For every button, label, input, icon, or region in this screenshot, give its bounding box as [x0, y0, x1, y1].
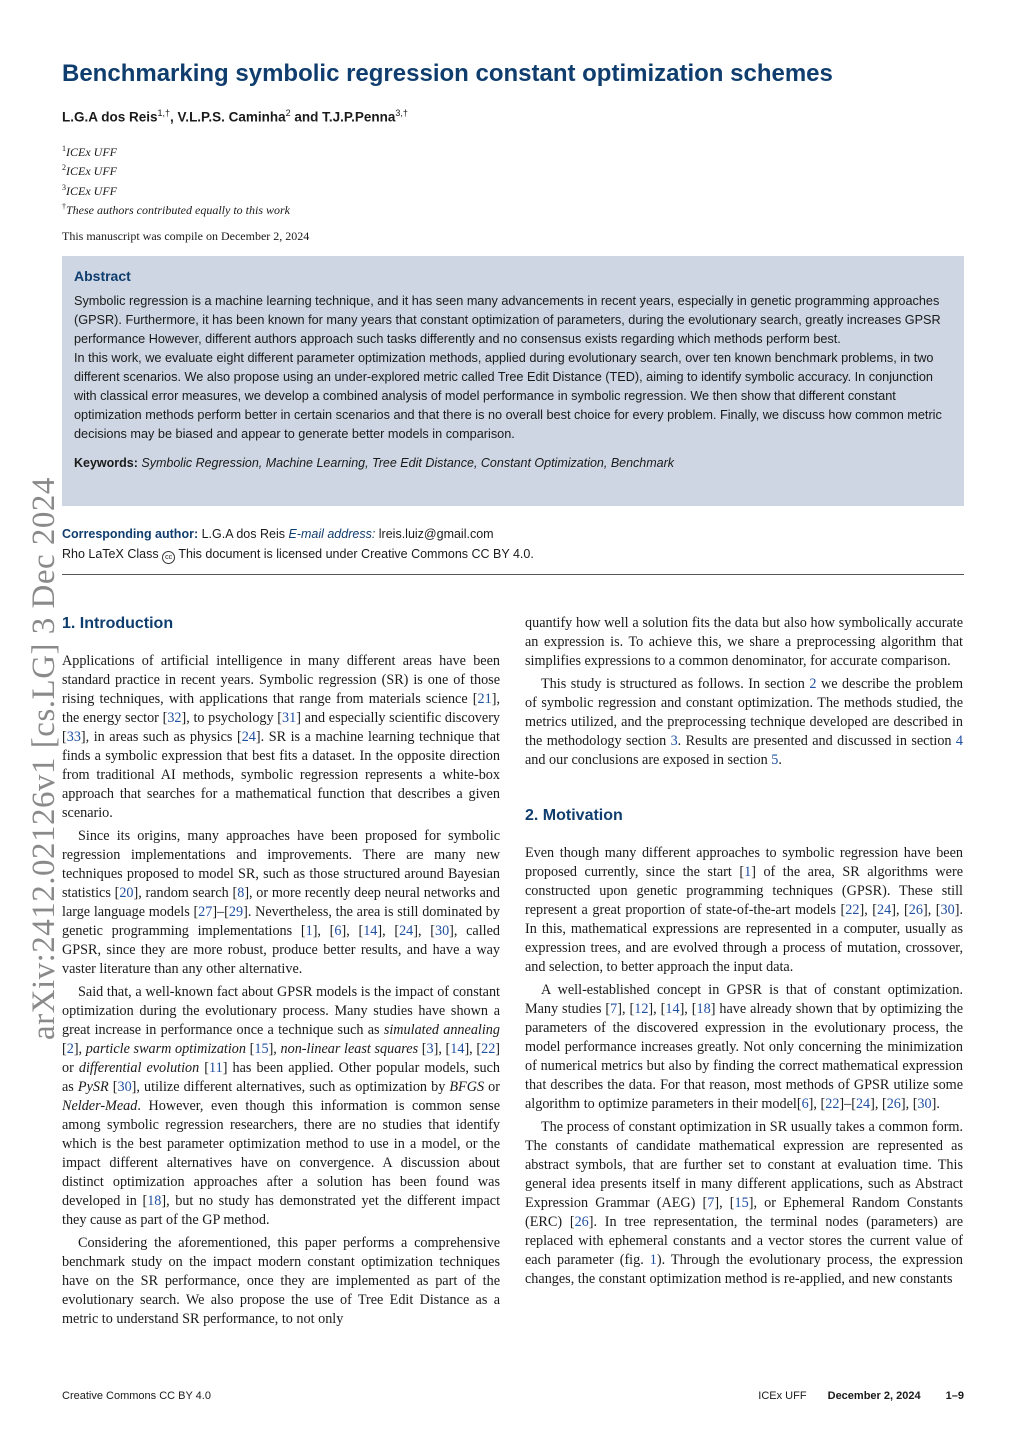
keywords-label: Keywords:	[74, 456, 138, 470]
citation-link[interactable]: 30	[117, 1079, 132, 1095]
section-divider	[62, 574, 964, 575]
citation-link[interactable]: 7	[707, 1195, 715, 1211]
author-list	[62, 108, 962, 125]
keywords	[74, 456, 950, 470]
citation-link[interactable]: 18	[696, 1001, 711, 1017]
author-name: T.J.P.Penna	[322, 109, 396, 125]
italic-term: particle swarm optimization	[85, 1041, 246, 1057]
affiliation	[62, 141, 962, 161]
email-label: E-mail address:	[288, 527, 376, 541]
italic-term: BFGS	[449, 1079, 485, 1095]
italic-term: PySR	[77, 1079, 109, 1095]
affiliation-mark: †	[62, 202, 66, 211]
left-column	[62, 614, 500, 1329]
citation-link[interactable]: 1	[305, 923, 313, 939]
paper-header	[62, 60, 962, 244]
citation-link[interactable]: 7	[610, 1001, 618, 1017]
citation-link[interactable]: 14	[363, 923, 378, 939]
footer-right	[758, 1390, 964, 1402]
author-separator: ,	[170, 109, 178, 125]
citation-link[interactable]: 6	[334, 923, 342, 939]
citation-link[interactable]: 5	[771, 752, 779, 768]
citation-link[interactable]: 4	[955, 733, 963, 749]
citation-link[interactable]: 21	[477, 691, 492, 707]
citation-link[interactable]: 2	[66, 1041, 74, 1057]
citation-link[interactable]: 33	[66, 729, 81, 745]
body-paragraph: A well-established concept in GPSR is that of constant optimization. Many studies [7], [12], [14], [18] have already shown that by optimizing the parameters of the discovered expression in the evolutionary process, the model performance increases greatly. Not only concerning the minimization of numerical metrics but also by finding the correct mathematical expression that describes the data. For that reason, most methods of GPSR utilize some algorithm to optimize parameters in their model[6], [22]–[24], [26], [30].	[525, 982, 964, 1112]
author-name: V.L.P.S. Caminha	[177, 109, 286, 125]
corresponding-author-name: L.G.A dos Reis	[201, 527, 285, 541]
abstract-paragraph: In this work, we evaluate eight different parameter optimization methods, applied during evolutionary search, over ten known benchmark problems, in two different scenarios. We also propose using an under-explored metric called Tree Edit Distance (TED), aiming to identify symbolic accuracy. In conjunction with classical error measures, we develop a combined analysis of model performance in symbolic regression. We then show that different constant optimization methods perform better in certain scenarios and that there is no overall best choice for every problem. Finally, we discuss how common metric decisions may be biased and appear to generate better models in comparison.	[74, 351, 942, 441]
citation-link[interactable]: 24	[877, 902, 892, 918]
affiliation	[62, 180, 962, 200]
italic-term: simulated annealing	[383, 1022, 500, 1038]
latex-class: Rho LaTeX Class	[62, 547, 159, 561]
affiliation-mark: 2	[62, 163, 66, 172]
creative-commons-icon: cc	[162, 551, 175, 564]
affiliation	[62, 199, 962, 219]
body-paragraph: Considering the aforementioned, this paper performs a comprehensive benchmark study on the impact modern constant optimization techniques have on the SR performance, once they are implemented as part of the evolutionary search. We also propose the use of Tree Edit Distance as a metric to understand SR performance, to not only	[62, 1235, 500, 1327]
italic-term: differential evolution	[78, 1060, 200, 1076]
citation-link[interactable]: 12	[634, 1001, 649, 1017]
affiliation-list	[62, 141, 962, 219]
citation-link[interactable]: 30	[940, 902, 955, 918]
citation-link[interactable]: 26	[908, 902, 923, 918]
license-text: This document is licensed under Creative Commons CC BY 4.0.	[178, 547, 534, 561]
citation-link[interactable]: 30	[434, 923, 450, 939]
body-paragraph: The process of constant optimization in SR usually takes a common form. The constants of candidate mathematical expression are represented as abstract symbols, that are further set to constant at evaluation time. This general idea presents itself in many different applications, such as Abstract Expression Grammar (AEG) [7], [15], or Ephemeral Random Constants (ERC) [26]. In tree representation, the terminal nodes (parameters) are replaced with ephemeral constants and a vector stores the current value of each parameter (fig. 1). Through the evolutionary process, the expression changes, the constant optimization method is re-applied, and new constants	[525, 1119, 963, 1287]
citation-link[interactable]: 1	[744, 864, 752, 880]
citation-link[interactable]: 2	[809, 676, 817, 692]
citation-link[interactable]: 11	[209, 1060, 223, 1076]
citation-link[interactable]: 22	[481, 1041, 496, 1057]
section-heading-introduction: 1. Introduction	[62, 615, 174, 632]
corresponding-author-label: Corresponding author:	[62, 527, 199, 541]
citation-link[interactable]: 24	[399, 923, 414, 939]
section-heading-motivation: 2. Motivation	[525, 807, 623, 824]
correspondence-block	[62, 524, 534, 564]
keywords-text: Symbolic Regression, Machine Learning, Tree Edit Distance, Constant Optimization, Benchmark	[141, 456, 675, 470]
footer-date: December 2, 2024	[827, 1390, 921, 1402]
author-name: L.G.A dos Reis	[62, 109, 158, 125]
body-paragraph: Applications of artificial intelligence in many different areas have been standard practice in recent years. Symbolic regression (SR) is one of those rising techniques, with applications that range from materials science [21], the energy sector [32], to psychology [31] and especially scientific discovery [33], in areas such as physics [24]. SR is a machine learning technique that finds a symbolic expression that best fits a dataset. In the opposite direction from traditional AI methods, symbolic regression represents a white-box approach that searches for a mathematical function that describes a given scenario.	[62, 653, 501, 821]
compile-note: This manuscript was compile on December 2, 2024	[62, 228, 310, 243]
author-marks: 2	[285, 108, 291, 118]
citation-link[interactable]: 27	[198, 904, 213, 920]
citation-link[interactable]: 20	[119, 885, 134, 901]
abstract-box	[62, 256, 964, 506]
citation-link[interactable]: 22	[825, 1096, 840, 1112]
citation-link[interactable]: 31	[282, 710, 297, 726]
citation-link[interactable]: 3	[670, 733, 678, 749]
body-paragraph: Since its origins, many approaches have been proposed for symbolic regression implementations and improvements. There are many new techniques proposed to model SR, such as those structured around Bayesian statistics [20], random search [8], or more recently deep neural networks and large language models [27]–[29]. Nevertheless, the area is still dominated by genetic programming implementations [1], [6], [14], [24], [30], called GPSR, since they are more robust, produce better results, and have a way vaster literature than any other alternative.	[62, 828, 500, 977]
citation-link[interactable]: 22	[845, 902, 860, 918]
citation-link[interactable]: 26	[886, 1096, 901, 1112]
citation-link[interactable]: 8	[237, 885, 245, 901]
affiliation-text: ICEx UFF	[66, 164, 117, 178]
abstract-body	[74, 292, 950, 444]
abstract-paragraph: Symbolic regression is a machine learning technique, and it has seen many advancements in recent years, especially in genetic programming approaches (GPSR). Furthermore, it has been known for many years that constant optimization of parameters, during the evolutionary search, greatly increases GPSR performance However, different authors approach such tasks differently and no consensus exists regarding which methods perform best.	[74, 294, 941, 346]
body-paragraph-continued: quantify how well a solution fits the data but also how symbolically accurate an expression is. To achieve this, we share a preprocessing algorithm that simplifies expressions to a common denominator, for accurate comparison.	[525, 615, 963, 669]
footer-venue: ICEx UFF	[758, 1390, 807, 1402]
right-column	[525, 614, 963, 1289]
body-paragraph: Even though many different approaches to symbolic regression have been proposed currently, since the start [1] of the area, SR algorithms were constructed upon genetic programming techniques (GPSR). These still represent a great proportion of state-of-the-art models [22], [24], [26], [30]. In this, mathematical expressions are represented in a computer, usually as expression trees, and are evolved through a process of mutation, crossover, and selection, to better approach the input data.	[525, 845, 963, 975]
citation-link[interactable]: 15	[734, 1195, 749, 1211]
license-line	[62, 544, 534, 564]
affiliation-text: ICEx UFF	[66, 183, 117, 198]
citation-link[interactable]: 1	[649, 1252, 657, 1268]
affiliation	[62, 160, 962, 180]
citation-link[interactable]: 18	[147, 1193, 162, 1209]
author-marks: 3,†	[395, 108, 408, 118]
affiliation-text: These authors contributed equally to this work	[66, 203, 290, 217]
footer-page-range: 1–9	[945, 1390, 964, 1402]
citation-link[interactable]: 26	[574, 1214, 589, 1230]
footer-license: Creative Commons CC BY 4.0	[62, 1390, 211, 1402]
corresponding-author	[62, 524, 534, 544]
citation-link[interactable]: 6	[801, 1096, 809, 1112]
citation-link[interactable]: 29	[228, 904, 244, 920]
italic-term: non-linear least squares	[280, 1041, 419, 1057]
arxiv-identifier-stamp: arXiv:2412.02126v1 [cs.LG] 3 Dec 2024	[26, 477, 62, 1040]
citation-link[interactable]: 15	[254, 1041, 269, 1057]
author-separator: and	[290, 109, 323, 125]
author-marks: 1,†	[157, 108, 171, 118]
italic-term: Nelder-Mead	[62, 1098, 138, 1114]
email-link[interactable]: lreis.luiz@gmail.com	[378, 527, 494, 541]
citation-link[interactable]: 30	[917, 1096, 932, 1112]
citation-link[interactable]: 3	[426, 1041, 434, 1057]
body-paragraph: Said that, a well-known fact about GPSR models is the impact of constant optimization during the evolutionary process. Many studies have shown a great increase in performance once a technique such as simulated annealing [2], particle swarm optimization [15], non-linear least squares [3], [14], [22] or differential evolution [11] has been applied. Other popular models, such as PySR [30], utilize different alternatives, such as optimization by BFGS or Nelder-Mead. However, even though this information is common sense among symbolic regression researchers, there are no studies that identify which is the best parameter optimization method to use in a model, or the impact different alternatives have on convergence. A discussion about distinct optimization approaches after a solution has been found was developed in [18], but no study has demonstrated yet the different impact they cause as part of the GP method.	[62, 984, 501, 1228]
paper-title: Benchmarking symbolic regression constant optimization schemes	[62, 60, 833, 87]
citation-link[interactable]: 14	[450, 1041, 465, 1057]
body-paragraph: This study is structured as follows. In section 2 we describe the problem of symbolic regression and constant optimization. The methods studied, the metrics utilized, and the preprocessing technique developed are described in the methodology section 3. Results are presented and discussed in section 4 and our conclusions are exposed in section 5.	[525, 676, 964, 768]
abstract-heading: Abstract	[74, 268, 131, 284]
citation-link[interactable]: 32	[167, 710, 182, 726]
affiliation-mark: 1	[62, 143, 66, 153]
citation-link[interactable]: 24	[241, 729, 256, 745]
affiliation-text: ICEx UFF	[66, 144, 117, 159]
citation-link[interactable]: 24	[855, 1096, 871, 1112]
affiliation-mark: 3	[62, 182, 66, 192]
citation-link[interactable]: 14	[665, 1001, 680, 1017]
